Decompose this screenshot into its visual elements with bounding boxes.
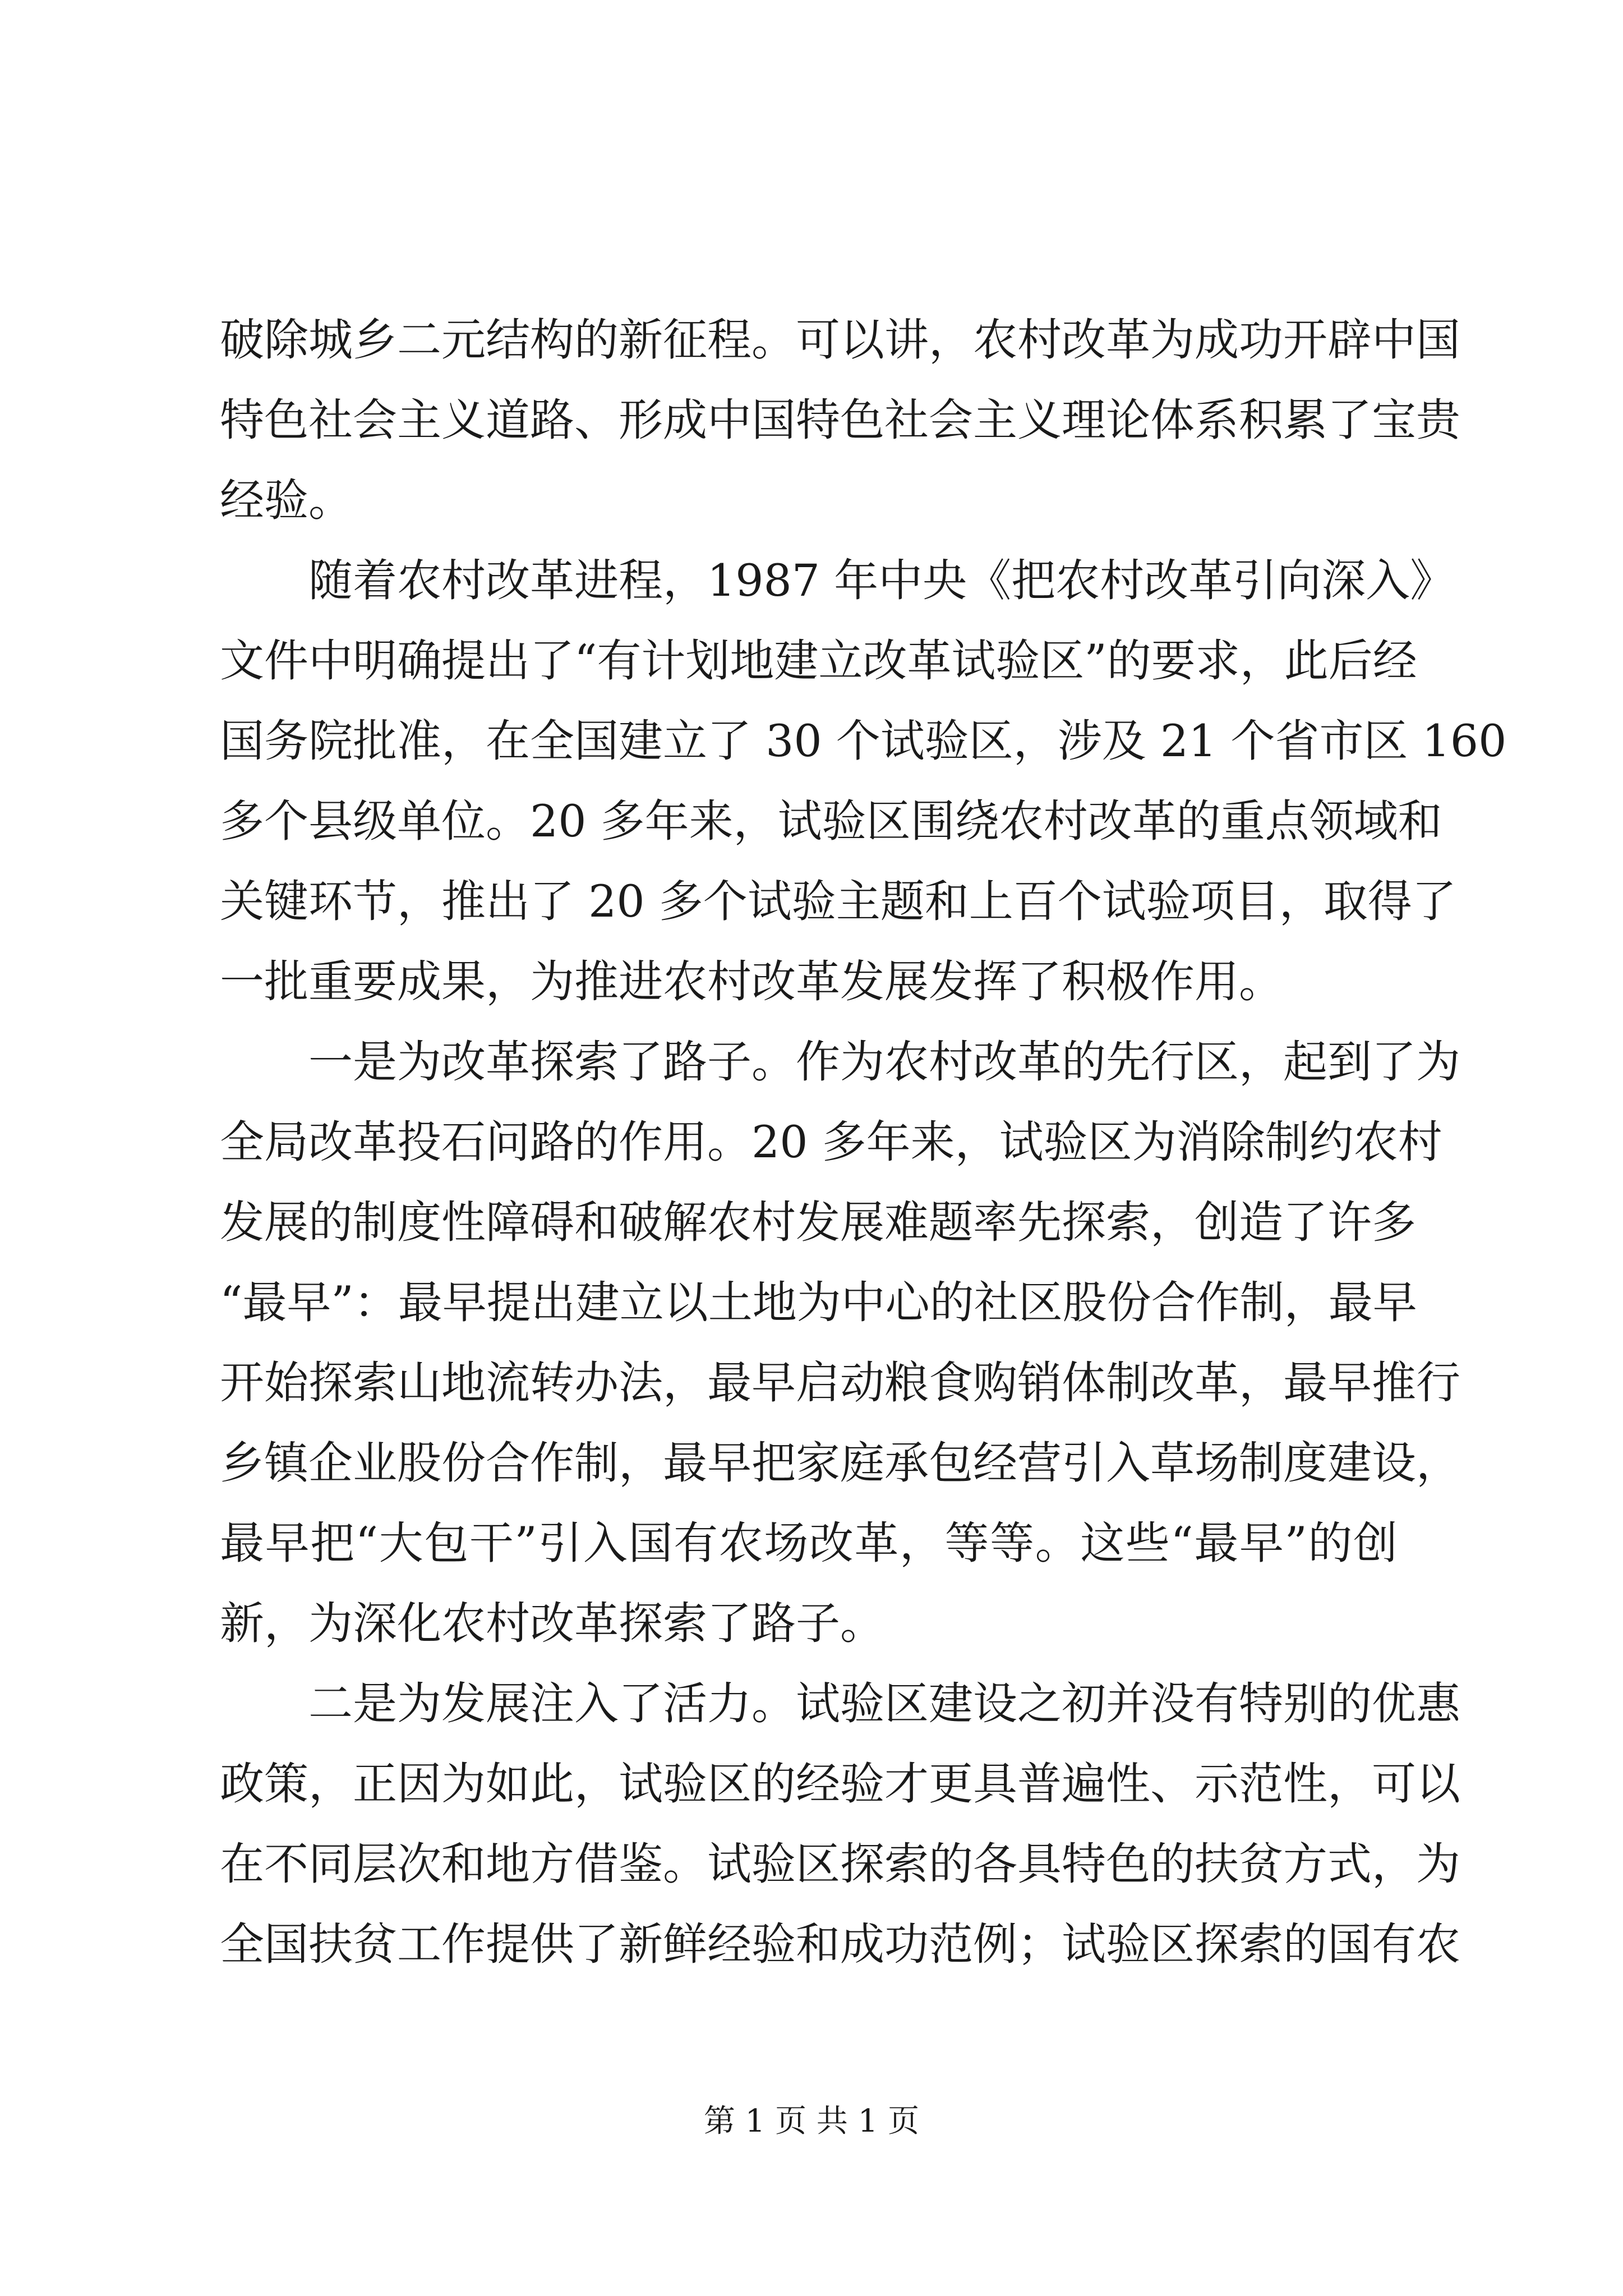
text-line: 二是为发展注入了活力。试验区建设之初并没有特别的优惠 <box>308 1678 1460 1729</box>
text-line: “最早”：最早提出建立以土地为中心的社区股份合作制，最早 <box>220 1277 1417 1328</box>
text-line: 国务院批准，在全国建立了 30 个试验区，涉及 21 个省市区 160 <box>220 715 1507 767</box>
text-line: 特色社会主义道路、形成中国特色社会主义理论体系积累了宝贵 <box>220 394 1460 446</box>
text-line: 发展的制度性障碍和破解农村发展难题率先探索，创造了许多 <box>220 1197 1416 1248</box>
text-line: 经验。 <box>220 475 353 526</box>
text-line: 乡镇企业股份合作制，最早把家庭承包经营引入草场制度建设， <box>220 1437 1460 1489</box>
body-text <box>220 300 1507 1985</box>
text-line: 新，为深化农村改革探索了路子。 <box>220 1598 884 1649</box>
text-line: 一是为改革探索了路子。作为农村改革的先行区，起到了为 <box>308 1036 1460 1088</box>
text-line: 多个县级单位。20 多年来，试验区围绕农村改革的重点领域和 <box>220 795 1442 847</box>
text-line: 最早把“大包干”引入国有农场改革，等等。这些“最早”的创 <box>220 1517 1398 1569</box>
text-line: 全局改革投石问路的作用。20 多年来，试验区为消除制约农村 <box>220 1116 1442 1168</box>
text-line: 全国扶贫工作提供了新鲜经验和成功范例；试验区探索的国有农 <box>220 1918 1460 1970</box>
text-line: 随着农村改革进程，1987 年中央《把农村改革引向深入》 <box>308 555 1455 606</box>
text-line: 破除城乡二元结构的新征程。可以讲，农村改革为成功开辟中国 <box>220 314 1460 366</box>
text-line: 在不同层次和地方借鉴。试验区探索的各具特色的扶贫方式，为 <box>220 1838 1460 1890</box>
text-line: 文件中明确提出了“有计划地建立改革试验区”的要求，此后经 <box>220 635 1417 687</box>
text-line: 一批重要成果，为推进农村改革发展发挥了积极作用。 <box>220 956 1283 1007</box>
text-line: 开始探索山地流转办法，最早启动粮食购销体制改革，最早推行 <box>220 1357 1460 1409</box>
text-line: 政策，正因为如此，试验区的经验才更具普遍性、示范性，可以 <box>220 1758 1460 1810</box>
page-number-footer: 第 1 页 共 1 页 <box>703 2103 920 2139</box>
text-line: 关键环节，推出了 20 多个试验主题和上百个试验项目，取得了 <box>220 876 1456 927</box>
